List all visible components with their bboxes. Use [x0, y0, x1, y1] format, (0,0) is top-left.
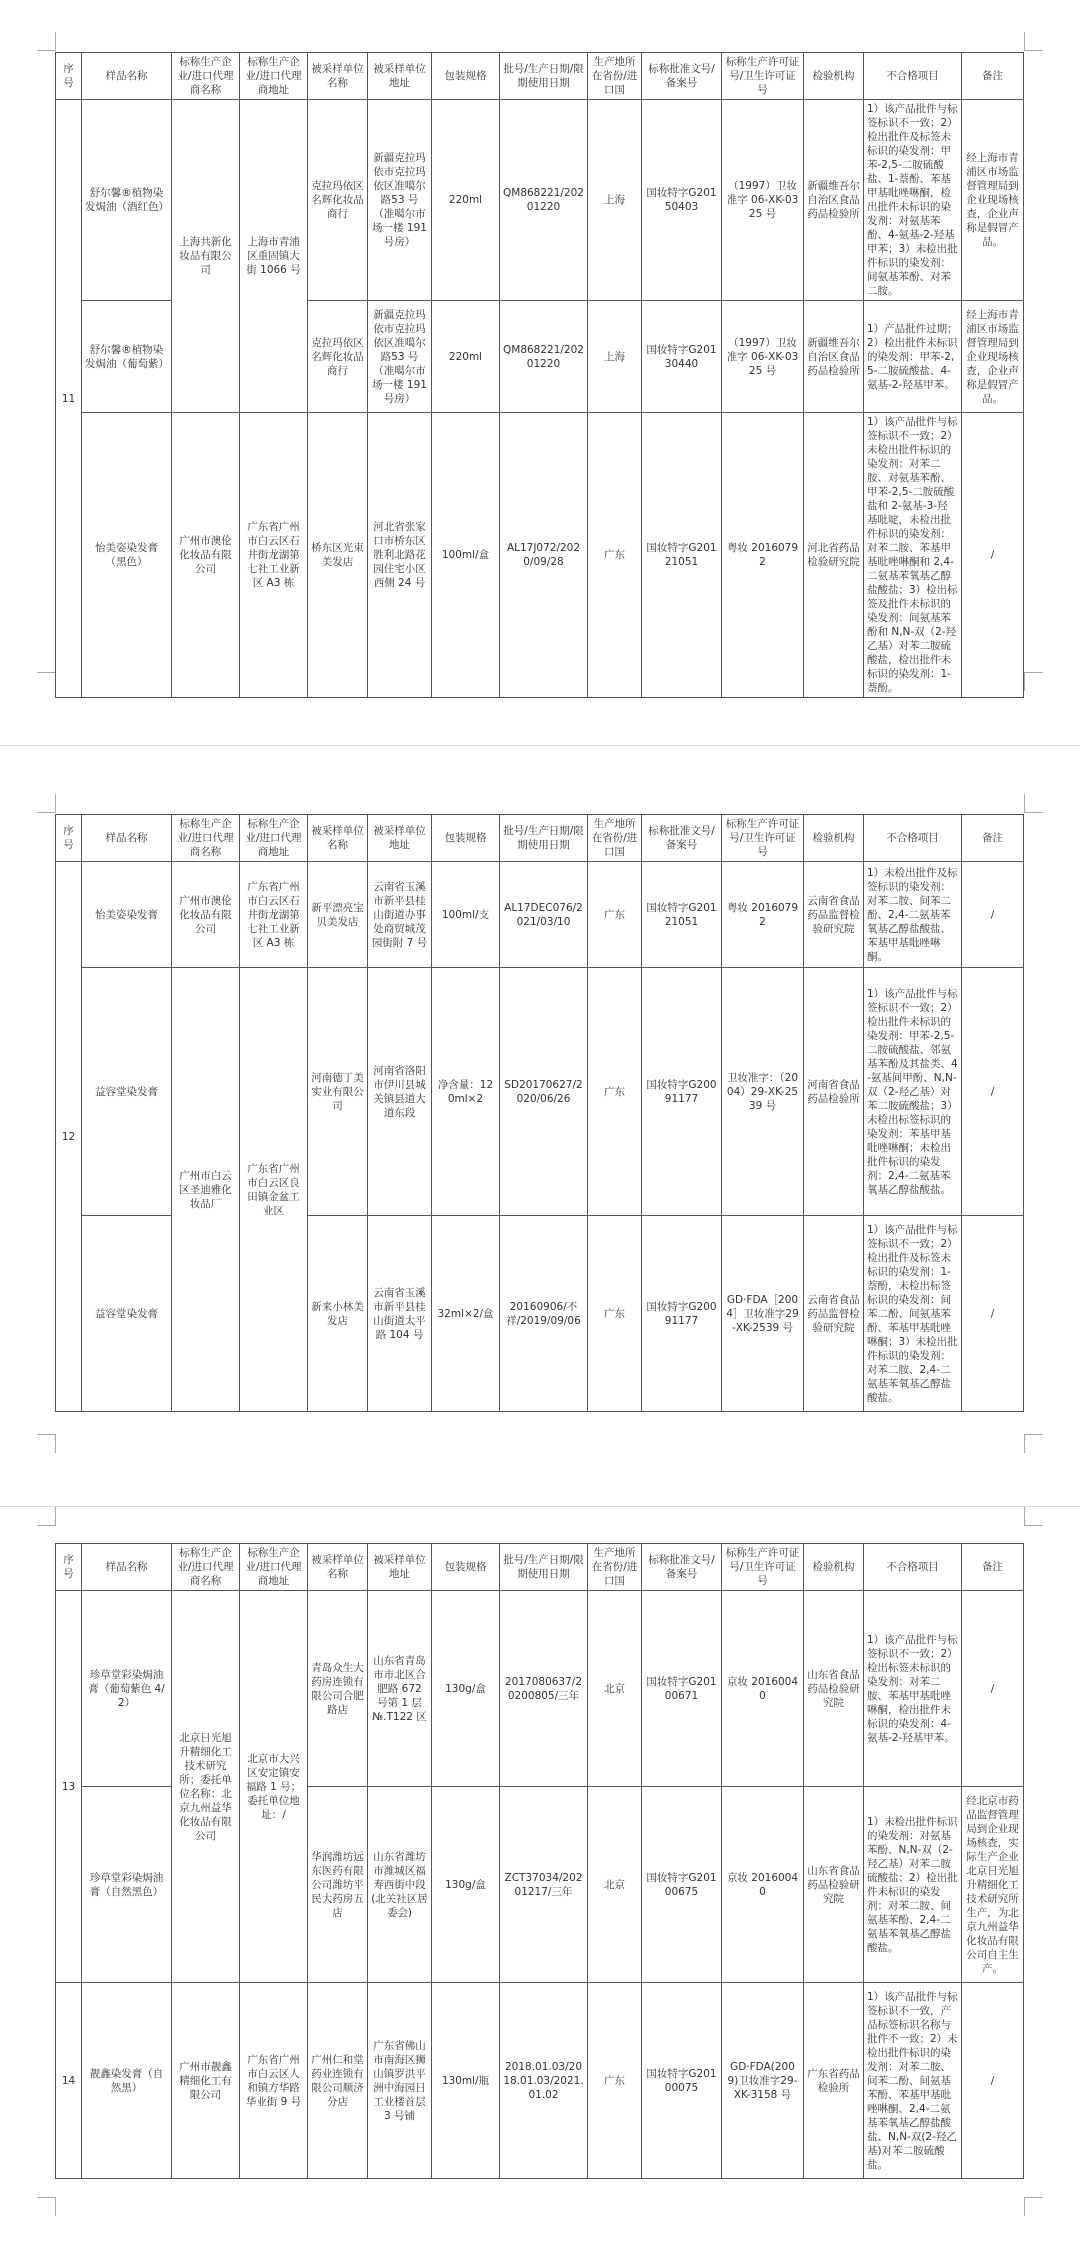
remarks: / [962, 1983, 1024, 2179]
failed-items: 1）未检出批件及标签标识的染发剂：对苯二胺、间苯二酚、2,4-二氨基苯氧基乙醇盐酸盐、苯基甲基吡唑啉酮。 [864, 862, 962, 968]
recall-table [55, 52, 1024, 698]
header-cell: 不合格项目 [864, 53, 962, 100]
table-row [56, 862, 1024, 968]
sampled-unit: 新平漂亮宝贝美发店 [308, 862, 368, 968]
header-cell: 序号 [56, 815, 82, 862]
approval-number: 国妆特字G20121051 [642, 413, 722, 698]
crop-mark [37, 1434, 56, 1453]
header-cell: 被采样单位地址 [368, 815, 432, 862]
header-cell: 被采样单位地址 [368, 1544, 432, 1591]
sampled-unit: 桥东区光束美发店 [308, 413, 368, 698]
seq-cell: 11 [56, 100, 82, 698]
header-cell: 被采样单位名称 [308, 53, 368, 100]
header-cell: 序号 [56, 53, 82, 100]
seq-cell: 14 [56, 1983, 82, 2179]
package-spec: 130g/盒 [432, 1787, 500, 1983]
table-row [56, 100, 1024, 301]
failed-items: 1）该产品批件与标签标识不一致，产品标签标识名称与批件不一致；2）未检出批件标识的染发剂：对苯二胺、间苯二酚、间氨基苯酚、苯基甲基吡唑啉酮、2,4-二氨基苯氧基乙醇盐酸盐、N,N-双(2-羟乙基)对苯二胺硫酸盐。 [864, 1983, 962, 2179]
document-page-2 [0, 746, 1080, 1506]
product-name: 怡美姿染发膏（黑色） [82, 413, 172, 698]
origin: 广东 [588, 1216, 642, 1412]
header-cell: 序号 [56, 1544, 82, 1591]
sampled-unit-address: 云南省玉溪市新平县桂山街道办事处商贸城茂园街附 7 号 [368, 862, 432, 968]
origin: 上海 [588, 301, 642, 413]
header-cell: 标称批准文号/备案号 [642, 1544, 722, 1591]
table-header-row [56, 815, 1024, 862]
header-cell: 标称批准文号/备案号 [642, 53, 722, 100]
producer-address: 北京市大兴区安定镇安福路 1 号；委托单位地址：/ [240, 1591, 308, 1983]
header-cell: 包装规格 [432, 815, 500, 862]
header-cell: 批号/生产日期/限期使用日期 [500, 1544, 588, 1591]
batch-number: SD20170627/2020/06/26 [500, 968, 588, 1216]
header-cell: 检验机构 [804, 815, 864, 862]
product-name: 舒尔馨®植物染发焗油（葡萄紫） [82, 301, 172, 413]
inspection-agency: 新疆维吾尔自治区食品药品检验所 [804, 100, 864, 301]
seq-cell: 13 [56, 1591, 82, 1983]
sampled-unit: 青岛众生大药房连锁有限公司合肥路店 [308, 1591, 368, 1787]
header-cell: 包装规格 [432, 53, 500, 100]
producer-address: 广东省广州市白云区石井街龙湖第七社工业新区 A3 栋 [240, 413, 308, 698]
header-cell: 标称生产许可证号/卫生许可证号 [722, 815, 804, 862]
header-cell: 备注 [962, 1544, 1024, 1591]
remarks: / [962, 862, 1024, 968]
producer-address: 广东省广州市白云区人和镇方华路华业街 9 号 [240, 1983, 308, 2179]
failed-items: 1）该产品批件与标签标识不一致；2）未检出批件标识的染发剂：对苯二胺、对氨基苯酚、甲苯-2,5-二胺硫酸盐和 2-氨基-3-羟基吡啶，未检出批件标识的染发剂：对苯二胺、苯基甲基吡唑啉酮和 2,4-二氨基苯氧基乙醇盐酸盐；3）检出标签及批件未标识的染发剂：间氨基苯酚和 N,N-双（2-羟乙基）对苯二胺硫酸盐，检出批件未标识的染发剂：1-萘酚。 [864, 413, 962, 698]
table-row [56, 1591, 1024, 1787]
producer-address: 上海市青浦区重固镇大街 1066 号 [240, 100, 308, 413]
header-cell: 标称生产企业/进口代理商地址 [240, 53, 308, 100]
sampled-unit-address: 新疆克拉玛依市克拉玛依区准噶尔路53 号（准噶尔市场一楼 191 号房） [368, 301, 432, 413]
batch-number: 2018.01.03/2018.01.03/2021.01.02 [500, 1983, 588, 2179]
batch-number: AL17J072/2020/09/28 [500, 413, 588, 698]
product-name: 珍草堂彩染焗油膏（自然黑色） [82, 1787, 172, 1983]
approval-number: 国妆特字G20130440 [642, 301, 722, 413]
crop-mark [1024, 1507, 1043, 1526]
package-spec: 130ml/瓶 [432, 1983, 500, 2179]
origin: 广东 [588, 413, 642, 698]
inspection-agency: 河北省药品检验研究院 [804, 413, 864, 698]
remarks: / [962, 1591, 1024, 1787]
table-row [56, 413, 1024, 698]
header-cell: 生产地所在省份/进口国 [588, 1544, 642, 1591]
failed-items: 1）该产品批件与标签标识不一致；2）检出批件及标签未标识的染发剂：1-萘酚，未检出标签标识的染发剂：间苯二酚、间氨基苯酚、苯基甲基吡唑啉酮；3）未检出批件标识的染发剂：对苯二胺、2,4-二氨基苯氧基乙醇盐酸盐。 [864, 1216, 962, 1412]
seq-cell: 12 [56, 862, 82, 1412]
header-cell: 包装规格 [432, 1544, 500, 1591]
table-row [56, 1983, 1024, 2179]
table-row [56, 968, 1024, 1216]
product-name: 舒尔馨®植物染发焗油（酒红色） [82, 100, 172, 301]
license-number: （1997）卫妆准字 06-XK-0325 号 [722, 301, 804, 413]
license-number: 卫妆准字：（2004）29-XK-2539 号 [722, 968, 804, 1216]
crop-mark [1024, 794, 1043, 813]
crop-mark [1024, 32, 1043, 51]
header-cell: 样品名称 [82, 815, 172, 862]
header-cell: 样品名称 [82, 53, 172, 100]
crop-mark [1024, 1434, 1043, 1453]
approval-number: 国妆特字G20091177 [642, 968, 722, 1216]
license-number: 粤妆 20160792 [722, 413, 804, 698]
license-number: 京妆 20160040 [722, 1591, 804, 1787]
package-spec: 净含量：120ml×2 [432, 968, 500, 1216]
package-spec: 220ml [432, 301, 500, 413]
inspection-agency: 云南省食品药品监督检验研究院 [804, 1216, 864, 1412]
origin: 北京 [588, 1591, 642, 1787]
header-cell: 批号/生产日期/限期使用日期 [500, 53, 588, 100]
document-page-3 [0, 1507, 1080, 2257]
header-cell: 备注 [962, 53, 1024, 100]
producer-address: 广东省广州市白云区石井街龙湖第七社工业新区 A3 栋 [240, 862, 308, 968]
crop-mark [37, 672, 56, 691]
approval-number: 国妆特字G20121051 [642, 862, 722, 968]
recall-table [55, 814, 1024, 1412]
producer-name: 广州市澳伦化妆品有限公司 [172, 413, 240, 698]
producer-name: 上海共新化妆品有限公司 [172, 100, 240, 413]
document-page-1 [0, 0, 1080, 745]
product-name: 益容堂染发膏 [82, 968, 172, 1216]
crop-mark [37, 2197, 56, 2216]
batch-number: AL17DEC076/2021/03/10 [500, 862, 588, 968]
recall-table [55, 1543, 1024, 2179]
sampled-unit-address: 云南省玉溪市新平县桂山街道太平路 104 号 [368, 1216, 432, 1412]
crop-mark [37, 1507, 56, 1526]
sampled-unit-address: 新疆克拉玛依市克拉玛依区准噶尔路53 号（准噶尔市场一楼 191 号房） [368, 100, 432, 301]
remarks: 经上海市青浦区市场监督管理局到企业现场核查，企业声称是假冒产品。 [962, 301, 1024, 413]
approval-number: 国妆特字G20100671 [642, 1591, 722, 1787]
header-cell: 生产地所在省份/进口国 [588, 815, 642, 862]
failed-items: 1）未检出批件标识的染发剂：对氨基苯酚、N,N-双（2-羟乙基）对苯二胺硫酸盐；2）检出批件未标识的染发剂：对苯二胺、间氨基苯酚、2,4-二氨基苯氧基乙醇盐酸盐。 [864, 1787, 962, 1983]
header-cell: 不合格项目 [864, 815, 962, 862]
approval-number: 国妆特字G20100675 [642, 1787, 722, 1983]
batch-number: ZCT37034/20201217/三年 [500, 1787, 588, 1983]
product-name: 珍草堂彩染焗油膏（葡萄紫色 4/2） [82, 1591, 172, 1787]
package-spec: 32ml×2/盒 [432, 1216, 500, 1412]
sampled-unit: 克拉玛依区名辉化妆品商行 [308, 100, 368, 301]
header-cell: 批号/生产日期/限期使用日期 [500, 815, 588, 862]
remarks: 经北京市药品监督管理局到企业现场核查，实际生产企业北京日光旭升精细化工技术研究所生产，为北京九州益华化妆品有限公司自主生产。 [962, 1787, 1024, 1983]
approval-number: 国妆特字G20091177 [642, 1216, 722, 1412]
remarks: / [962, 413, 1024, 698]
batch-number: 20160906/不祥/2019/09/06 [500, 1216, 588, 1412]
header-cell: 标称生产企业/进口代理商名称 [172, 53, 240, 100]
header-cell: 检验机构 [804, 1544, 864, 1591]
header-cell: 不合格项目 [864, 1544, 962, 1591]
product-name: 益容堂染发膏 [82, 1216, 172, 1412]
sampled-unit: 广州仁和堂药业连锁有限公司顺济分店 [308, 1983, 368, 2179]
inspection-agency: 山东省食品药品检验研究院 [804, 1591, 864, 1787]
header-cell: 标称生产许可证号/卫生许可证号 [722, 53, 804, 100]
header-cell: 检验机构 [804, 53, 864, 100]
header-cell: 标称生产企业/进口代理商地址 [240, 1544, 308, 1591]
package-spec: 220ml [432, 100, 500, 301]
header-cell: 被采样单位名称 [308, 815, 368, 862]
approval-number: 国妆特字G20150403 [642, 100, 722, 301]
license-number: （1997）卫妆准字 06-XK-0325 号 [722, 100, 804, 301]
license-number: GD·FDA［2004］卫妆准字29-XK-2539 号 [722, 1216, 804, 1412]
header-cell: 被采样单位名称 [308, 1544, 368, 1591]
inspection-agency: 河南省食品药品检验所 [804, 968, 864, 1216]
remarks: / [962, 968, 1024, 1216]
product-name: 靓鑫染发膏（自然黑） [82, 1983, 172, 2179]
producer-name: 广州市白云区圣迪雅化妆品厂 [172, 968, 240, 1412]
license-number: GD·FDA(2009)卫妆准字29-XK-3158 号 [722, 1983, 804, 2179]
origin: 广东 [588, 862, 642, 968]
license-number: 京妆 20160040 [722, 1787, 804, 1983]
origin: 广东 [588, 968, 642, 1216]
package-spec: 100ml/盒 [432, 413, 500, 698]
origin: 上海 [588, 100, 642, 301]
sampled-unit-address: 河南省洛阳市伊川县城关镇县道大道东段 [368, 968, 432, 1216]
sampled-unit-address: 山东省青岛市市北区合肥路 672 号第 1 层 №.T122 区 [368, 1591, 432, 1787]
inspection-agency: 云南省食品药品监督检验研究院 [804, 862, 864, 968]
header-cell: 标称生产企业/进口代理商地址 [240, 815, 308, 862]
table-header-row [56, 53, 1024, 100]
sampled-unit-address: 山东省潍坊市潍城区福寿西街中段(北关社区居委会) [368, 1787, 432, 1983]
producer-name: 广州市靓鑫精细化工有限公司 [172, 1983, 240, 2179]
table-header-row [56, 1544, 1024, 1591]
header-cell: 标称批准文号/备案号 [642, 815, 722, 862]
header-cell: 标称生产企业/进口代理商名称 [172, 1544, 240, 1591]
header-cell: 备注 [962, 815, 1024, 862]
sampled-unit: 克拉玛依区名辉化妆品商行 [308, 301, 368, 413]
producer-name: 北京日光旭升精细化工技术研究所；委托单位名称：北京九州益华化妆品有限公司 [172, 1591, 240, 1983]
header-cell: 标称生产许可证号/卫生许可证号 [722, 1544, 804, 1591]
sampled-unit: 华润潍坊远东医药有限公司潍坊平民大药房五店 [308, 1787, 368, 1983]
crop-mark [1024, 672, 1043, 691]
sampled-unit: 新来小林美发店 [308, 1216, 368, 1412]
origin: 广东 [588, 1983, 642, 2179]
package-spec: 100ml/支 [432, 862, 500, 968]
approval-number: 国妆特字G20100075 [642, 1983, 722, 2179]
crop-mark [37, 794, 56, 813]
license-number: 粤妆 20160792 [722, 862, 804, 968]
sampled-unit: 河南德丁美实业有限公司 [308, 968, 368, 1216]
product-name: 怡美姿染发膏 [82, 862, 172, 968]
header-cell: 被采样单位地址 [368, 53, 432, 100]
header-cell: 样品名称 [82, 1544, 172, 1591]
producer-address: 广东省广州市白云区良田镇金盆工业区 [240, 968, 308, 1412]
producer-name: 广州市澳伦化妆品有限公司 [172, 862, 240, 968]
batch-number: 2017080637/20200805/三年 [500, 1591, 588, 1787]
sampled-unit-address: 河北省张家口市桥东区胜利北路花园住宅小区西侧 24 号 [368, 413, 432, 698]
failed-items: 1）产品批件过期；2）检出批件未标识的染发剂：甲苯-2,5-二胺硫酸盐、4-氨基-2-羟基甲苯。 [864, 301, 962, 413]
inspection-agency: 广东省药品检验所 [804, 1983, 864, 2179]
inspection-agency: 新疆维吾尔自治区食品药品检验所 [804, 301, 864, 413]
batch-number: QM868221/20201220 [500, 301, 588, 413]
header-cell: 生产地所在省份/进口国 [588, 53, 642, 100]
crop-mark [1024, 2197, 1043, 2216]
inspection-agency: 山东省食品药品检验研究院 [804, 1787, 864, 1983]
remarks: / [962, 1216, 1024, 1412]
failed-items: 1）该产品批件与标签标识不一致；2）检出批件未标识的染发剂：甲苯-2,5-二胺硫酸盐、邻氨基苯酚及其盐类、4-氨基间甲酚、N,N-双（2-羟乙基）对苯二胺硫酸盐；3）未检出标签标识的染发剂：苯基甲基吡唑啉酮；未检出批件标识的染发剂：2,4-二氨基苯氧基乙醇盐酸盐。 [864, 968, 962, 1216]
package-spec: 130g/盒 [432, 1591, 500, 1787]
header-cell: 标称生产企业/进口代理商名称 [172, 815, 240, 862]
crop-mark [37, 32, 56, 51]
batch-number: QM868221/20201220 [500, 100, 588, 301]
remarks: 经上海市青浦区市场监督管理局到企业现场核查，企业声称是假冒产品。 [962, 100, 1024, 301]
origin: 北京 [588, 1787, 642, 1983]
failed-items: 1）该产品批件与标签标识不一致；2）检出批件及标签未标识的染发剂：甲苯-2,5-二胺硫酸盐、1-萘酚、苯基甲基吡唑啉酮，检出批件未标识的染发剂：对氨基苯酚、4-氨基-2-羟基甲苯；3）未检出批件标识的染发剂：间氨基苯酚、对苯二胺。 [864, 100, 962, 301]
sampled-unit-address: 广东省佛山市南海区狮山镇罗洪平洲中海园日工业楼首层 3 号铺 [368, 1983, 432, 2179]
failed-items: 1）该产品批件与标签标识不一致；2）检出标签未标识的染发剂：对苯二胺、苯基甲基吡唑啉酮，检出批件未标识的染发剂：4-氨基-2-羟基甲苯。 [864, 1591, 962, 1787]
